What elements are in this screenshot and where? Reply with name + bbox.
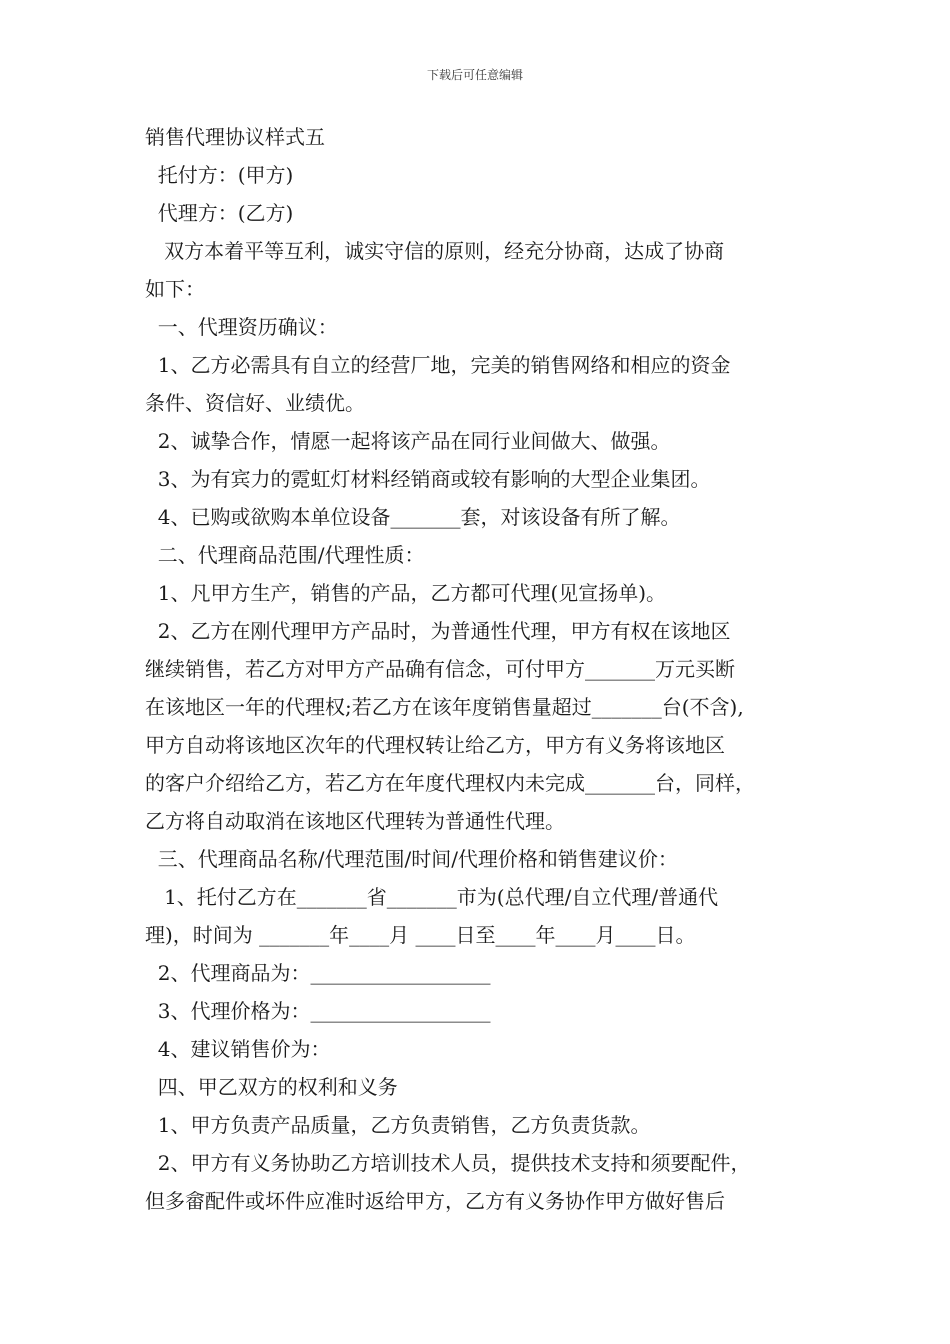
paragraph-line: 但多畲配件或坏件应准时返给甲方，乙方有义务协作甲方做好售后 bbox=[145, 1189, 725, 1213]
paragraph-line: 2、代理商品为：__________________ bbox=[145, 961, 491, 985]
paragraph-line: 如下： bbox=[145, 277, 205, 301]
paragraph-line: 4、已购或欲购本单位设备_______套，对该设备有所了解。 bbox=[145, 505, 681, 529]
paragraph-line: 3、为有宾力的霓虹灯材料经销商或较有影响的大型企业集团。 bbox=[145, 467, 711, 491]
paragraph-line: 2、诚挚合作，情愿一起将该产品在同行业间做大、做强。 bbox=[145, 429, 671, 453]
paragraph-line: 1、乙方必需具有自立的经营厂地，完美的销售网络和相应的资金 bbox=[145, 353, 731, 377]
paragraph-line: 理)，时间为 _______年____月 ____日至____年____月____日。 bbox=[145, 923, 696, 947]
paragraph-line: 代理方：(乙方) bbox=[145, 201, 294, 225]
paragraph-line: 1、凡甲方生产，销售的产品，乙方都可代理(见宣扬单)。 bbox=[145, 581, 667, 605]
paragraph-line: 1、甲方负责产品质量，乙方负责销售，乙方负责货款。 bbox=[145, 1113, 651, 1137]
paragraph-line: 二、代理商品范围/代理性质： bbox=[145, 543, 425, 567]
document-lines bbox=[145, 156, 825, 1220]
paragraph-line: 托付方：(甲方) bbox=[145, 163, 294, 187]
paragraph-line: 甲方自动将该地区次年的代理权转让给乙方，甲方有义务将该地区 bbox=[145, 733, 725, 757]
paragraph-line: 的客户介绍给乙方，若乙方在年度代理权内未完成_______台，同样， bbox=[145, 771, 755, 795]
header-note: 下载后可任意编辑 bbox=[426, 68, 523, 82]
document-title: 销售代理协议样式五 bbox=[145, 125, 325, 149]
paragraph-line: 继续销售，若乙方对甲方产品确有信念，可付甲方_______万元买断 bbox=[145, 657, 735, 681]
paragraph-line: 乙方将自动取消在该地区代理转为普通性代理。 bbox=[145, 809, 565, 833]
document-body bbox=[145, 118, 825, 1220]
paragraph-line: 条件、资信好、业绩优。 bbox=[145, 391, 365, 415]
paragraph-line: 4、建议销售价为： bbox=[145, 1037, 331, 1061]
paragraph-line: 2、乙方在刚代理甲方产品时，为普通性代理，甲方有权在该地区 bbox=[145, 619, 731, 643]
paragraph-line: 2、甲方有义务协助乙方培训技术人员，提供技术支持和须要配件， bbox=[145, 1151, 751, 1175]
paragraph-line: 四、甲乙双方的权利和义务 bbox=[145, 1075, 398, 1099]
paragraph-line: 3、代理价格为：__________________ bbox=[145, 999, 491, 1023]
paragraph-line: 1、托付乙方在_______省_______市为(总代理/自立代理/普通代 bbox=[145, 885, 719, 909]
paragraph-line: 双方本着平等互利，诚实守信的原则，经充分协商，达成了协商 bbox=[145, 239, 725, 263]
paragraph-line: 三、代理商品名称/代理范围/时间/代理价格和销售建议价： bbox=[145, 847, 678, 871]
paragraph-line: 一、代理资历确议： bbox=[145, 315, 338, 339]
paragraph-line: 在该地区一年的代理权;若乙方在该年度销售量超过_______台(不含), bbox=[145, 695, 744, 719]
